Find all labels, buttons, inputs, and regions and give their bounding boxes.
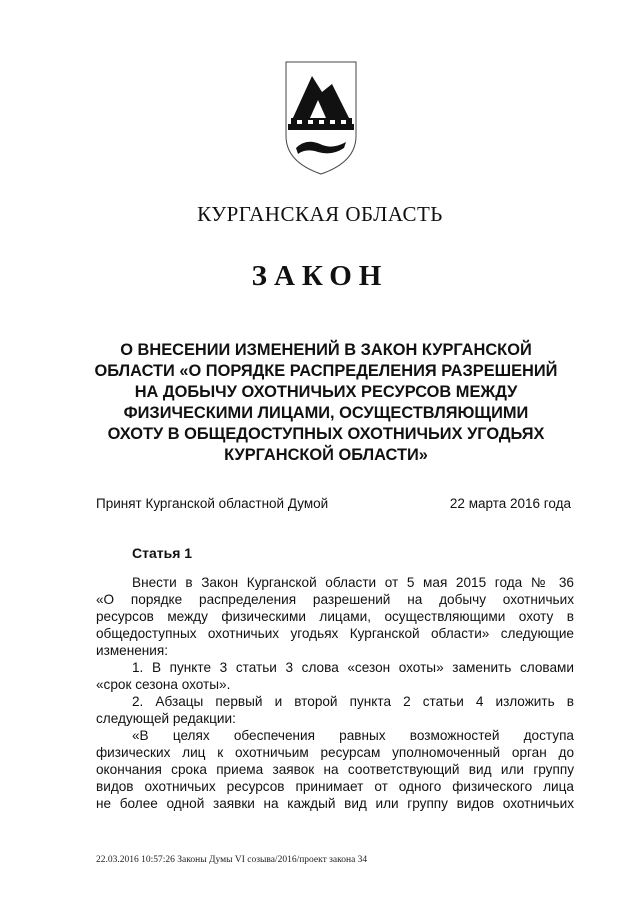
adoption-statement: Принят Курганской областной Думой [96, 496, 329, 511]
body-line: «О порядке распределения разрешений на добычу охотничьих [96, 592, 574, 607]
body-line: следующей редакции: [96, 711, 236, 726]
body-line: физических лиц к охотничьим ресурсам уполномоченный орган до [96, 745, 574, 760]
body-line: ресурсов между физическими лицами, осуществляющими охоту в [96, 609, 574, 624]
body-line: «срок сезона охоты». [96, 677, 231, 692]
body-line: не более одной заявки на каждый вид или группу видов охотничьих [96, 796, 574, 811]
body-line: видов охотничьих ресурсов принимает от одного физического лица [96, 779, 574, 794]
law-title-line: КУРГАНСКОЙ ОБЛАСТИ» [224, 446, 428, 464]
body-line: окончания срока приема заявок на соответствующий вид или группу [96, 762, 574, 777]
footer-file-stamp: 22.03.2016 10:57:26 Законы Думы VI созыва/2016/проект закона 34 [96, 855, 368, 865]
coat-of-arms-emblem [282, 58, 360, 178]
law-title-line: НА ДОБЫЧУ ОХОТНИЧЬИХ РЕСУРСОВ МЕЖДУ [134, 383, 518, 401]
adoption-date: 22 марта 2016 года [449, 496, 571, 511]
body-line: общедоступных охотничьих угодьях Курганской области» следующие [96, 626, 574, 641]
body-line: 1. В пункте 3 статьи 3 слова «сезон охоты» заменить словами [132, 660, 574, 675]
law-title-line: О ВНЕСЕНИИ ИЗМЕНЕНИЙ В ЗАКОН КУРГАНСКОЙ [120, 341, 532, 359]
law-title [92, 340, 560, 466]
law-title-line: ФИЗИЧЕСКИМИ ЛИЦАМИ, ОСУЩЕСТВЛЯЮЩИМИ [123, 404, 529, 422]
body-line: изменения: [96, 643, 169, 658]
document-type: ЗАКОН [251, 260, 389, 292]
law-title-line: ОБЛАСТИ «О ПОРЯДКЕ РАСПРЕДЕЛЕНИЯ РАЗРЕШЕНИЙ [94, 362, 558, 380]
article-body [96, 574, 574, 812]
body-line: Внести в Закон Курганской области от 5 мая 2015 года № 36 [132, 575, 574, 590]
article-heading: Статья 1 [132, 545, 193, 561]
law-title-line: ОХОТУ В ОБЩЕДОСТУПНЫХ ОХОТНИЧЬИХ УГОДЬЯХ [107, 425, 545, 443]
region-name: КУРГАНСКАЯ ОБЛАСТЬ [197, 202, 443, 226]
body-line: 2. Абзацы первый и второй пункта 2 статьи 4 изложить в [132, 694, 574, 709]
body-line: «В целях обеспечения равных возможностей доступа [132, 728, 574, 743]
